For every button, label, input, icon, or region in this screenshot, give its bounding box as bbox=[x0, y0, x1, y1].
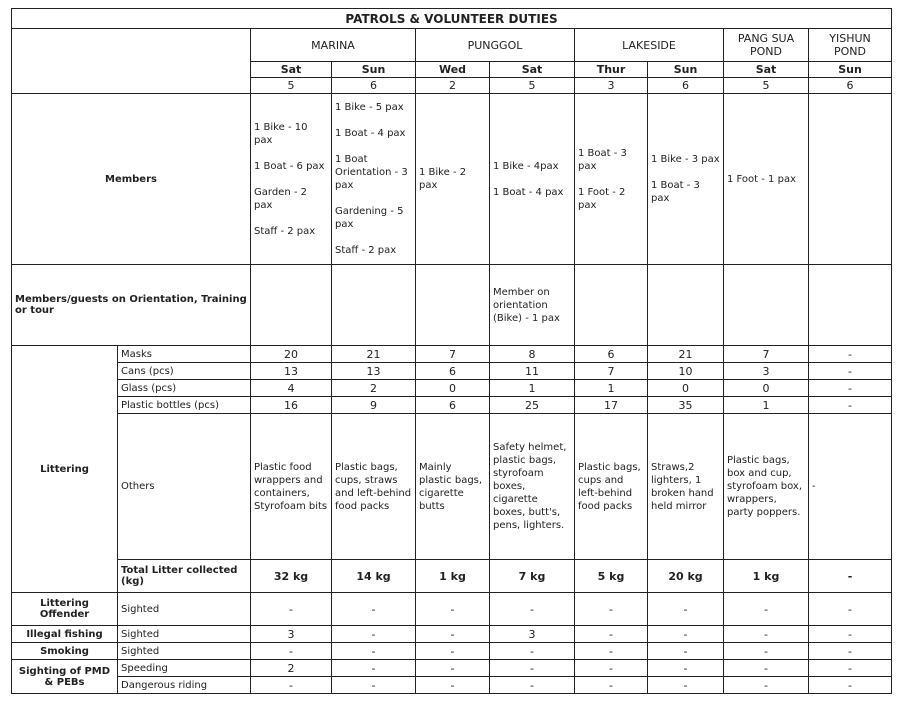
litter-value: 9 bbox=[332, 397, 416, 414]
offence-value: - bbox=[490, 643, 575, 660]
date-header: 6 bbox=[809, 78, 892, 94]
others-cell: Mainly plastic bags, cigarette butts bbox=[416, 414, 490, 560]
litter-value: 20 bbox=[251, 346, 332, 363]
pmd-value: - bbox=[490, 660, 575, 677]
offence-value: - bbox=[648, 626, 724, 643]
pmd-value: - bbox=[809, 677, 892, 694]
pmd-value: - bbox=[332, 677, 416, 694]
members-entry: 1 Bike - 2 pax bbox=[419, 167, 467, 191]
members-entry: 1 Bike - 3 pax bbox=[651, 154, 720, 165]
members-cell bbox=[490, 94, 575, 265]
total-value: 20 kg bbox=[648, 560, 724, 593]
members-label: Members bbox=[12, 94, 251, 265]
offence-value: - bbox=[724, 593, 809, 626]
orientation-cell bbox=[416, 265, 490, 346]
pmd-value: - bbox=[724, 677, 809, 694]
litter-value: 1 bbox=[575, 380, 648, 397]
members-cell bbox=[332, 94, 416, 265]
offence-category: Littering Offender bbox=[12, 593, 118, 626]
orientation-cell bbox=[724, 265, 809, 346]
pmd-value: - bbox=[724, 660, 809, 677]
date-header: 5 bbox=[251, 78, 332, 94]
litter-value: 0 bbox=[416, 380, 490, 397]
others-cell: Plastic food wrappers and containers, Styrofoam bits bbox=[251, 414, 332, 560]
litter-value: 4 bbox=[251, 380, 332, 397]
litter-value: 13 bbox=[332, 363, 416, 380]
date-header: 5 bbox=[490, 78, 575, 94]
members-entry: 1 Boat - 6 pax bbox=[254, 160, 325, 172]
members-cell bbox=[724, 94, 809, 265]
others-label: Others bbox=[118, 414, 251, 560]
date-header: 3 bbox=[575, 78, 648, 94]
others-cell: Plastic bags, cups and left-behind food packs bbox=[575, 414, 648, 560]
litter-value: 25 bbox=[490, 397, 575, 414]
litter-value: 7 bbox=[575, 363, 648, 380]
litter-value: 10 bbox=[648, 363, 724, 380]
litter-value: 17 bbox=[575, 397, 648, 414]
litter-value: 8 bbox=[490, 346, 575, 363]
litter-value: 6 bbox=[416, 397, 490, 414]
offence-value: - bbox=[809, 643, 892, 660]
litter-value: 0 bbox=[648, 380, 724, 397]
littering-label: Littering bbox=[12, 346, 118, 593]
litter-value: 2 bbox=[332, 380, 416, 397]
table-title: PATROLS & VOLUNTEER DUTIES bbox=[12, 9, 892, 29]
total-value: - bbox=[809, 560, 892, 593]
members-entry: 1 Foot - 2 pax bbox=[578, 186, 626, 211]
offence-label: Sighted bbox=[118, 593, 251, 626]
litter-value: 3 bbox=[724, 363, 809, 380]
others-cell: - bbox=[809, 414, 892, 560]
offence-value: 3 bbox=[490, 626, 575, 643]
litter-value: 13 bbox=[251, 363, 332, 380]
others-cell: Safety helmet, plastic bags, styrofoam boxes, cigarette boxes, butt's, pens, lighters. bbox=[490, 414, 575, 560]
litter-value: 35 bbox=[648, 397, 724, 414]
litter-value: 1 bbox=[724, 397, 809, 414]
total-value: 1 kg bbox=[416, 560, 490, 593]
offence-value: - bbox=[416, 626, 490, 643]
offence-value: - bbox=[724, 643, 809, 660]
day-header: Sat bbox=[490, 62, 575, 78]
offence-value: - bbox=[332, 643, 416, 660]
total-value: 7 kg bbox=[490, 560, 575, 593]
litter-value: - bbox=[809, 346, 892, 363]
pmd-label: Dangerous riding bbox=[118, 677, 251, 694]
members-cell bbox=[575, 94, 648, 265]
date-header: 6 bbox=[332, 78, 416, 94]
offence-category: Illegal fishing bbox=[12, 626, 118, 643]
total-value: 1 kg bbox=[724, 560, 809, 593]
pmd-value: - bbox=[575, 677, 648, 694]
pmd-value: - bbox=[648, 677, 724, 694]
pmd-label: Speeding bbox=[118, 660, 251, 677]
litter-item-label: Glass (pcs) bbox=[118, 380, 251, 397]
members-cell bbox=[809, 94, 892, 265]
offence-value: - bbox=[416, 593, 490, 626]
orientation-cell bbox=[648, 265, 724, 346]
location-header: PUNGGOL bbox=[416, 29, 575, 62]
orientation-cell bbox=[251, 265, 332, 346]
others-cell: Straws,2 lighters, 1 broken hand held mirror bbox=[648, 414, 724, 560]
pmd-value: - bbox=[332, 660, 416, 677]
members-entry: 1 Bike - 4pax bbox=[493, 160, 559, 172]
pmd-value: - bbox=[251, 677, 332, 694]
members-cell bbox=[251, 94, 332, 265]
members-cell bbox=[416, 94, 490, 265]
location-header: YISHUN POND bbox=[809, 29, 892, 62]
total-value: 14 kg bbox=[332, 560, 416, 593]
members-entry: Garden - 2 pax bbox=[254, 186, 307, 211]
others-cell: Plastic bags, cups, straws and left-behind food packs bbox=[332, 414, 416, 560]
day-header: Sat bbox=[251, 62, 332, 78]
day-header: Sun bbox=[809, 62, 892, 78]
offence-value: - bbox=[809, 626, 892, 643]
pmd-value: - bbox=[416, 677, 490, 694]
offence-value: - bbox=[648, 643, 724, 660]
pmd-value: 2 bbox=[251, 660, 332, 677]
orientation-cell bbox=[575, 265, 648, 346]
offence-value: - bbox=[575, 593, 648, 626]
total-value: 32 kg bbox=[251, 560, 332, 593]
patrol-duty-table bbox=[11, 8, 892, 694]
members-entry: 1 Boat - 4 pax bbox=[493, 186, 564, 198]
offence-category: Smoking bbox=[12, 643, 118, 660]
day-header: Wed bbox=[416, 62, 490, 78]
location-header: LAKESIDE bbox=[575, 29, 724, 62]
offence-value: - bbox=[575, 626, 648, 643]
location-header: MARINA bbox=[251, 29, 416, 62]
offence-value: - bbox=[332, 626, 416, 643]
pmd-value: - bbox=[809, 660, 892, 677]
day-header: Sun bbox=[332, 62, 416, 78]
litter-value: 21 bbox=[648, 346, 724, 363]
offence-value: - bbox=[416, 643, 490, 660]
others-cell: Plastic bags, box and cup, styrofoam box, wrappers, party poppers. bbox=[724, 414, 809, 560]
litter-value: 7 bbox=[416, 346, 490, 363]
orientation-cell: Member on orientation (Bike) - 1 pax bbox=[490, 265, 575, 346]
header-corner bbox=[12, 29, 251, 94]
day-header: Sat bbox=[724, 62, 809, 78]
litter-value: 16 bbox=[251, 397, 332, 414]
litter-item-label: Cans (pcs) bbox=[118, 363, 251, 380]
members-entry: 1 Bike - 10 pax bbox=[254, 121, 308, 146]
offence-value: 3 bbox=[251, 626, 332, 643]
litter-value: - bbox=[809, 363, 892, 380]
members-entry: Staff - 2 pax bbox=[335, 245, 397, 256]
pmd-value: - bbox=[490, 677, 575, 694]
date-header: 2 bbox=[416, 78, 490, 94]
orientation-cell bbox=[809, 265, 892, 346]
litter-value: 6 bbox=[416, 363, 490, 380]
litter-value: 7 bbox=[724, 346, 809, 363]
offence-label: Sighted bbox=[118, 626, 251, 643]
members-entry: 1 Bike - 5 pax bbox=[335, 102, 404, 113]
offence-value: - bbox=[648, 593, 724, 626]
total-label: Total Litter collected (kg) bbox=[118, 560, 251, 593]
total-value: 5 kg bbox=[575, 560, 648, 593]
offence-value: - bbox=[332, 593, 416, 626]
members-entry: 1 Foot - 1 pax bbox=[727, 173, 796, 185]
pmd-value: - bbox=[648, 660, 724, 677]
pmd-value: - bbox=[575, 660, 648, 677]
members-entry: Staff - 2 pax bbox=[254, 225, 316, 237]
members-entry: 1 Boat - 4 pax bbox=[335, 128, 406, 139]
members-entry: 1 Boat - 3 pax bbox=[578, 147, 627, 172]
offence-value: - bbox=[724, 626, 809, 643]
litter-item-label: Plastic bottles (pcs) bbox=[118, 397, 251, 414]
members-entry: Gardening - 5 pax bbox=[335, 206, 404, 230]
litter-value: - bbox=[809, 380, 892, 397]
offence-label: Sighted bbox=[118, 643, 251, 660]
members-cell bbox=[648, 94, 724, 265]
pmd-category: Sighting of PMD & PEBs bbox=[12, 660, 118, 694]
date-header: 5 bbox=[724, 78, 809, 94]
day-header: Sun bbox=[648, 62, 724, 78]
members-entry: 1 Boat - 3 pax bbox=[651, 180, 700, 204]
orientation-cell bbox=[332, 265, 416, 346]
offence-value: - bbox=[251, 643, 332, 660]
offence-value: - bbox=[490, 593, 575, 626]
orientation-label: Members/guests on Orientation, Training or tour bbox=[12, 265, 251, 346]
litter-value: 1 bbox=[490, 380, 575, 397]
litter-value: 6 bbox=[575, 346, 648, 363]
offence-value: - bbox=[809, 593, 892, 626]
litter-value: 21 bbox=[332, 346, 416, 363]
date-header: 6 bbox=[648, 78, 724, 94]
litter-item-label: Masks bbox=[118, 346, 251, 363]
offence-value: - bbox=[575, 643, 648, 660]
day-header: Thur bbox=[575, 62, 648, 78]
offence-value: - bbox=[251, 593, 332, 626]
location-header: PANG SUA POND bbox=[724, 29, 809, 62]
litter-value: 0 bbox=[724, 380, 809, 397]
members-entry: 1 Boat Orientation - 3 pax bbox=[335, 154, 408, 191]
litter-value: 11 bbox=[490, 363, 575, 380]
pmd-value: - bbox=[416, 660, 490, 677]
litter-value: - bbox=[809, 397, 892, 414]
